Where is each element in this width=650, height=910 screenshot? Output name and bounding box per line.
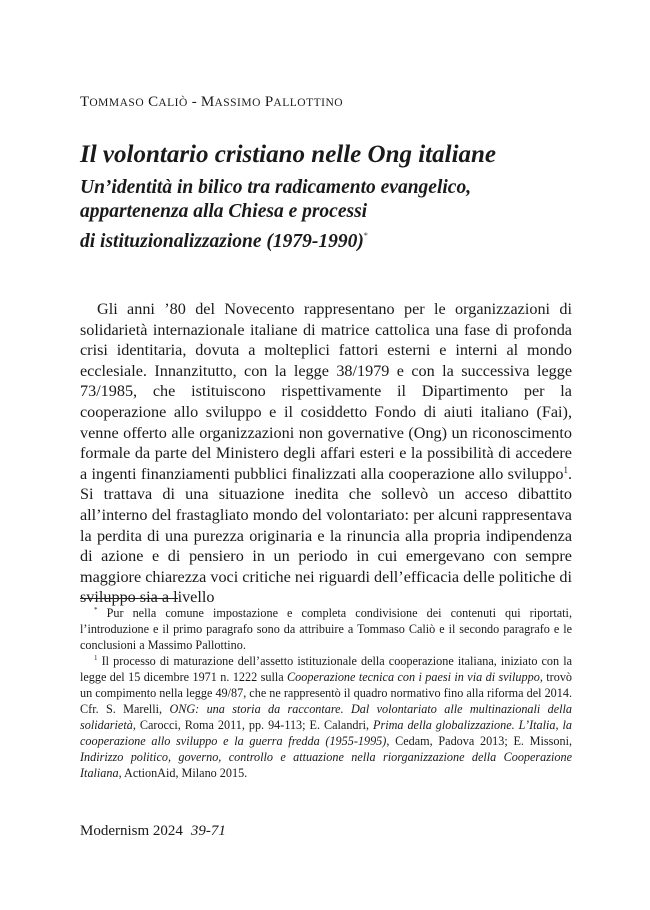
footnote-1-italic-3: Prima della globalizzazione. L’Italia, la cooperazione allo sviluppo e la guerra fredda (1955-1995) [80, 718, 572, 748]
page-range: 39-71 [190, 823, 226, 839]
subtitle-line-3-text: di istituzionalizzazione (1979-1990) [80, 231, 364, 252]
author1-last-initial: C [148, 94, 159, 110]
footnotes [80, 605, 572, 781]
footnote-star-text: Pur nella comune impostazione e completa condivisione dei contenuti qui riportati, l’introduzione e il primo paragrafo sono da attribuire a Tommaso Caliò e il secondo paragrafo e le conclusioni a Massimo Pallottino. [80, 606, 572, 652]
paragraph-text-b: . Si trattava di una situazione inedita che sollevò un acceso dibattito all’interno del frastagliato mondo del volontariato: per alcuni rappresentava la perdita di una purezza originaria e la rinuncia alla propria indipendenza di azione e di pensiero in un periodo in cui emergevano con sempre maggiore chiarezza voci critiche nei riguardi dell’efficacia delle politiche di sviluppo sia a livello [80, 464, 572, 607]
footnote-star [80, 605, 572, 653]
author2-first-name: ASSIMO [214, 97, 261, 109]
title-footnote-marker: * [363, 231, 368, 240]
page-footer [80, 823, 226, 840]
paragraph [80, 299, 572, 608]
page [80, 0, 572, 910]
journal-name: Modernism 2024 [80, 823, 183, 839]
author2-last-initial: P [264, 94, 274, 110]
subtitle-line-1: Un’identità in bilico tra radicamento evangelico, [80, 177, 472, 198]
footnote-star-marker: * [94, 606, 98, 614]
article-subtitle [80, 176, 471, 254]
paragraph-text-a: Gli anni ’80 del Novecento rappresentano per le organizzazioni di solidarietà internazionale italiane di matrice cattolica una fase di profonda crisi identitaria, dovuta a molteplici fattori esterni e interni al mondo ecclesiale. Innanzitutto, con la legge 38/1979 e con la successiva legge 73/1985, che istituiscono rispettivamente il Dipartimento per la cooperazione allo sviluppo e il cosiddetto Fondo di aiuti italiano (Fai), venne offerto alle organizzazioni non governative (Ong) un riconoscimento formale da parte del Ministero degli affari esteri e la possibilità di accedere a ingenti finanziamenti pubblici finalizzati alla cooperazione allo sviluppo [80, 300, 572, 483]
body-text [80, 299, 572, 608]
footnote-1-marker: 1 [94, 654, 98, 662]
footnote-1-text-d: , Cedam, Padova 2013; E. Missoni, [386, 734, 573, 748]
footnote-1-text-b: , trovò un compimento nella legge 49/87, che ne rappresentò il quadro normativo fino alla riforma del 2014. Cfr. S. Marelli, [80, 670, 573, 716]
author1-first-name: OMMASO [89, 97, 145, 109]
footnote-ref-1: 1 [563, 464, 568, 475]
footnote-1-italic-1: Cooperazione tecnica con i paesi in via di sviluppo [287, 670, 540, 684]
article-title: Il volontario cristiano nelle Ong italiane [80, 141, 497, 168]
author1-initial: T [80, 94, 90, 110]
author-separator: - [187, 94, 201, 110]
author2-initial: M [200, 94, 215, 110]
subtitle-line-2: appartenenza alla Chiesa e processi [80, 201, 368, 222]
author2-last-name: ALLOTTINO [273, 97, 344, 109]
author1-last-name: ALIÒ [158, 97, 188, 109]
footnote-1-text-a: Il processo di maturazione dell’assetto istituzionale della cooperazione italiana, iniziato con la legge del 15 dicembre 1971 n. 1222 sulla [80, 654, 572, 684]
footnote-1-italic-2: ONG: una storia da raccontare. Dal volontariato alle multinazionali della solidarietà [80, 702, 572, 732]
footnote-1-italic-4: Indirizzo politico, governo, controllo e attuazione nella riorganizzazione della Cooperazione Italiana [80, 750, 572, 780]
author-line [80, 94, 343, 111]
footnote-1-text-c: , Carocci, Roma 2011, pp. 94-113; E. Calandri, [132, 718, 373, 732]
footnote-1-text-e: , ActionAid, Milano 2015. [118, 766, 248, 780]
footnote-1 [80, 653, 572, 781]
subtitle-line-3 [80, 224, 471, 254]
footnote-divider [80, 598, 178, 599]
